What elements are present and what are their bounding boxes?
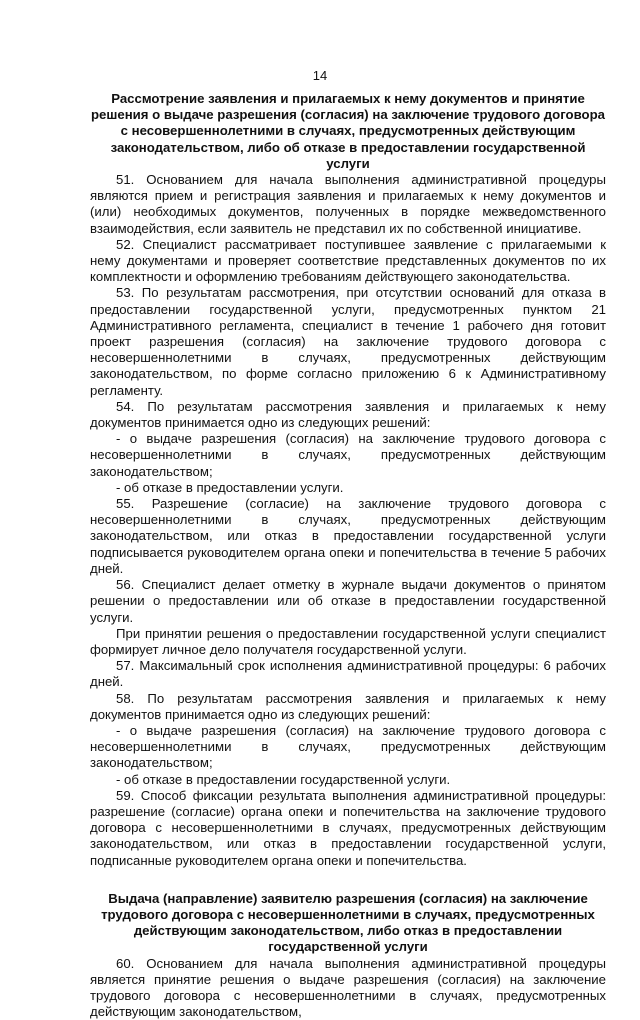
paragraph: 54. По результатам рассмотрения заявления и прилагаемых к нему документов принимается одно из следующих решений: bbox=[90, 398, 606, 431]
paragraph: 57. Максимальный срок исполнения административной процедуры: 6 рабочих дней. bbox=[90, 658, 606, 690]
paragraph: При принятии решения о предоставлении государственной услуги специалист формирует личное дело получателя государственной услуги. bbox=[90, 625, 606, 657]
section-heading: Рассмотрение заявления и прилагаемых к нему документов и принятие решения о выдаче разрешения (согласия) на заключение трудового договора с несовершеннолетними в случаях, предусмотренных действующим законодательством, либо об отказе в предоставлении государственной услуги bbox=[91, 91, 605, 171]
list-item: - об отказе в предоставлении услуги. bbox=[116, 479, 344, 495]
paragraph: 55. Разрешение (согласие) на заключение трудового договора с несовершеннолетними в случаях, предусмотренных действующим законодательством, или отказ в предоставлении государственной услуги подписывается руководителем органа опеки и попечительства в течение 5 рабочих дней. bbox=[90, 496, 606, 576]
paragraph: 56. Специалист делает отметку в журнале выдачи документов о принятом решении о предоставлении или об отказе в предоставлении государственной услуги. bbox=[90, 577, 606, 625]
list-item: - о выдаче разрешения (согласия) на заключение трудового договора с несовершеннолетними в случаях, предусмотренных действующим законодательством; bbox=[90, 431, 606, 479]
section-heading: Выдача (направление) заявителю разрешения (согласия) на заключение трудового договора с несовершеннолетними в случаях, предусмотренных действующим законодательством, либо отказ в предоставлении государственной услуги bbox=[101, 890, 595, 955]
list-item: - о выдаче разрешения (согласия) на заключение трудового договора с несовершеннолетними в случаях, предусмотренных действующим законодательством; bbox=[90, 722, 606, 771]
paragraph: 53. По результатам рассмотрения, при отсутствии оснований для отказа в предоставлении государственной услуги, предусмотренных пунктом 21 Административного регламента, специалист в течение 1 рабочего дня готовит проект разрешения (согласия) на заключение трудового договора с несовершеннолетними в случаях, предусмотренных действующим законодательством, по форме согласно приложению 6 к Административному регламенту. bbox=[90, 285, 606, 398]
paragraph: 60. Основанием для начала выполнения административной процедуры является принятие решения о выдаче разрешения (согласия) на заключение трудового договора с несовершеннолетними в случаях, предусмотренных действующим законодательством, bbox=[90, 955, 606, 1020]
paragraph: 58. По результатам рассмотрения заявления и прилагаемых к нему документов принимается одно из следующих решений: bbox=[90, 690, 606, 722]
paragraph: 59. Способ фиксации результата выполнения административной процедуры: разрешение (согласие) органа опеки и попечительства на заключение трудового договора с несовершеннолетними в случаях, предусмотренных действующим законодательством, или отказ в предоставлении государственной услуги, подписанные руководителем органа опеки и попечительства. bbox=[90, 787, 606, 868]
page-number: 14 bbox=[312, 68, 328, 83]
section-spacer bbox=[90, 869, 606, 891]
list-item: - об отказе в предоставлении государственной услуги. bbox=[116, 771, 451, 787]
paragraph: 51. Основанием для начала выполнения административной процедуры являются прием и регистрация заявления и прилагаемых к нему документов и (или) необходимых документов, полученных в порядке межведомственного взаимодействия, если заявитель не представил их по собственной инициативе. bbox=[90, 172, 606, 236]
paragraph: 52. Специалист рассматривает поступившее заявление с прилагаемыми к нему документами и проверяет соответствие представленных документов по их комплектности и оформлению требованиям действующего законодательства. bbox=[90, 236, 606, 285]
document-body bbox=[90, 91, 606, 1020]
